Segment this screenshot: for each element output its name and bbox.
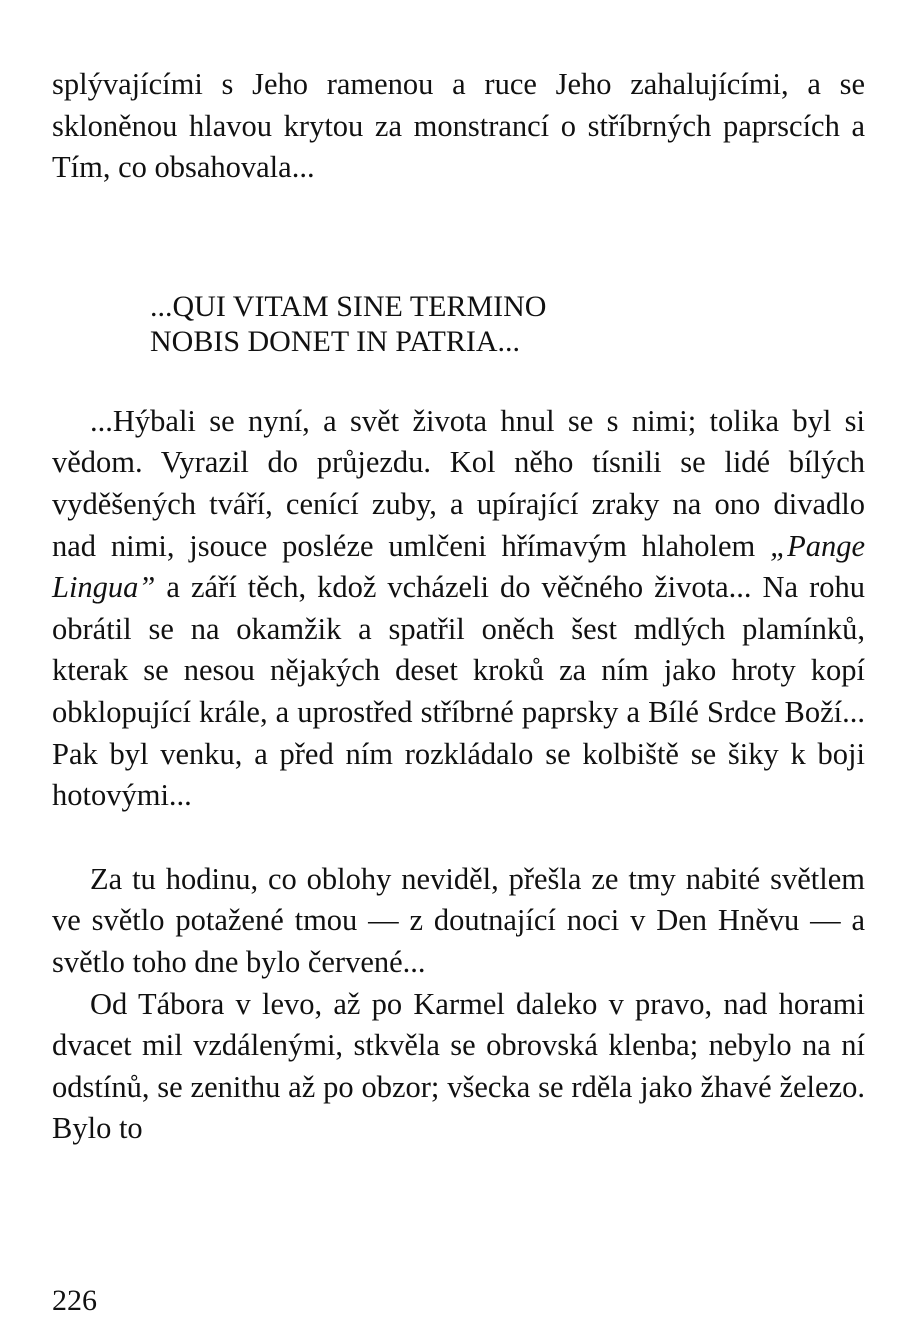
paragraph-text-b: a září těch, kdož vcházeli do věčného života... Na rohu obrátil se na okamžik a spatřil oněch šest mdlých plamínků, kterak se nesou nějakých deset kroků za ním jako hroty kopí obklopující krále, a uprostřed stříbrné paprsky a Bílé Srdce Boží... Pak byl venku, a před ním rozkládalo se kolbiště se šiky k boji hotovými...: [52, 570, 865, 813]
verse-line-1: ...QUI VITAM SINE TERMINO: [150, 289, 547, 323]
paragraph-text-a: ...Hýbali se nyní, a svět života hnul se s nimi; tolika byl si vědom. Vyrazil do průjezdu. Kol něho tísnili se lidé bílých vyděšených tváří, cenící zuby, a upírající zraky na ono divadlo nad nimi, jsouce posléze umlčeni hřímavým hlaholem: [52, 403, 865, 563]
page-number: 226: [52, 1284, 97, 1317]
verse-line-2: NOBIS DONET IN PATRIA...: [150, 324, 521, 358]
document-page: [52, 64, 865, 1150]
hymn-title: „Pange Lingua”: [52, 528, 865, 605]
paragraph-red-light: Za tu hodinu, co oblohy neviděl, přešla ze tmy nabité světlem ve světlo potažené tmou — z doutnající noci v Den Hněvu — a světlo toho dne bylo červené...: [52, 861, 865, 979]
paragraph-procession: [52, 401, 865, 817]
paragraph-continuation: splývajícími s Jeho ramenou a ruce Jeho zahalujícími, a se skloněnou hlavou krytou za monstrancí o stříbrných paprscích a Tím, co obsahovala...: [52, 67, 865, 185]
paragraph-sky: Od Tábora v levo, až po Karmel daleko v pravo, nad horami dvacet mil vzdálenými, stkvěla se obrovská klenba; nebylo na ní odstínů, se zenithu až po obzor; všecka se rděla jako žhavé železo. Bylo to: [52, 986, 865, 1146]
latin-verse: [150, 289, 865, 359]
